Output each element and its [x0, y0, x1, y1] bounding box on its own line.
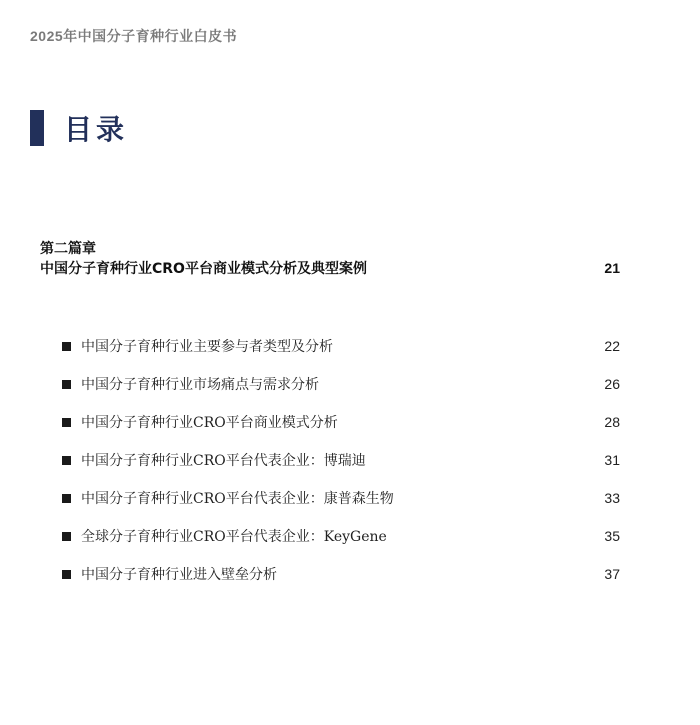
toc-item-text: 中国分子育种行业主要参与者类型及分析 — [81, 339, 333, 355]
square-bullet-icon — [62, 532, 71, 541]
toc-item[interactable] — [62, 517, 620, 555]
toc-item-text: 中国分子育种行业市场痛点与需求分析 — [81, 377, 319, 393]
chapter-page-number: 21 — [604, 260, 620, 276]
toc-item-text: 中国分子育种行业CRO平台代表企业：康普森生物 — [81, 491, 394, 507]
toc-list — [62, 327, 620, 593]
toc-item-page: 31 — [604, 452, 620, 468]
page-header-title: 2025年中国分子育种行业白皮书 — [30, 28, 238, 44]
toc-item-text: 中国分子育种行业CRO平台商业模式分析 — [81, 415, 338, 431]
toc-title: 目录 — [64, 113, 129, 146]
toc-item[interactable] — [62, 327, 620, 365]
toc-item-text: 全球分子育种行业CRO平台代表企业：KeyGene — [81, 529, 387, 545]
toc-item-page: 37 — [604, 566, 620, 582]
toc-item[interactable] — [62, 403, 620, 441]
square-bullet-icon — [62, 380, 71, 389]
chapter-title: 中国分子育种行业CRO平台商业模式分析及典型案例 — [40, 261, 367, 277]
square-bullet-icon — [62, 494, 71, 503]
toc-heading — [30, 108, 128, 148]
toc-item[interactable] — [62, 365, 620, 403]
square-bullet-icon — [62, 456, 71, 465]
square-bullet-icon — [62, 342, 71, 351]
toc-item-page: 26 — [604, 376, 620, 392]
chapter-entry[interactable] — [40, 258, 620, 278]
toc-item-page: 33 — [604, 490, 620, 506]
square-bullet-icon — [62, 418, 71, 427]
toc-item[interactable] — [62, 555, 620, 593]
toc-item-text: 中国分子育种行业CRO平台代表企业：博瑞迪 — [81, 453, 366, 469]
toc-accent-bar — [30, 110, 44, 146]
toc-item-page: 35 — [604, 528, 620, 544]
toc-item[interactable] — [62, 441, 620, 479]
chapter-label: 第二篇章 — [40, 241, 96, 257]
toc-item-text: 中国分子育种行业进入壁垒分析 — [81, 567, 277, 583]
toc-item-page: 28 — [604, 414, 620, 430]
toc-item-page: 22 — [604, 338, 620, 354]
toc-item[interactable] — [62, 479, 620, 517]
square-bullet-icon — [62, 570, 71, 579]
